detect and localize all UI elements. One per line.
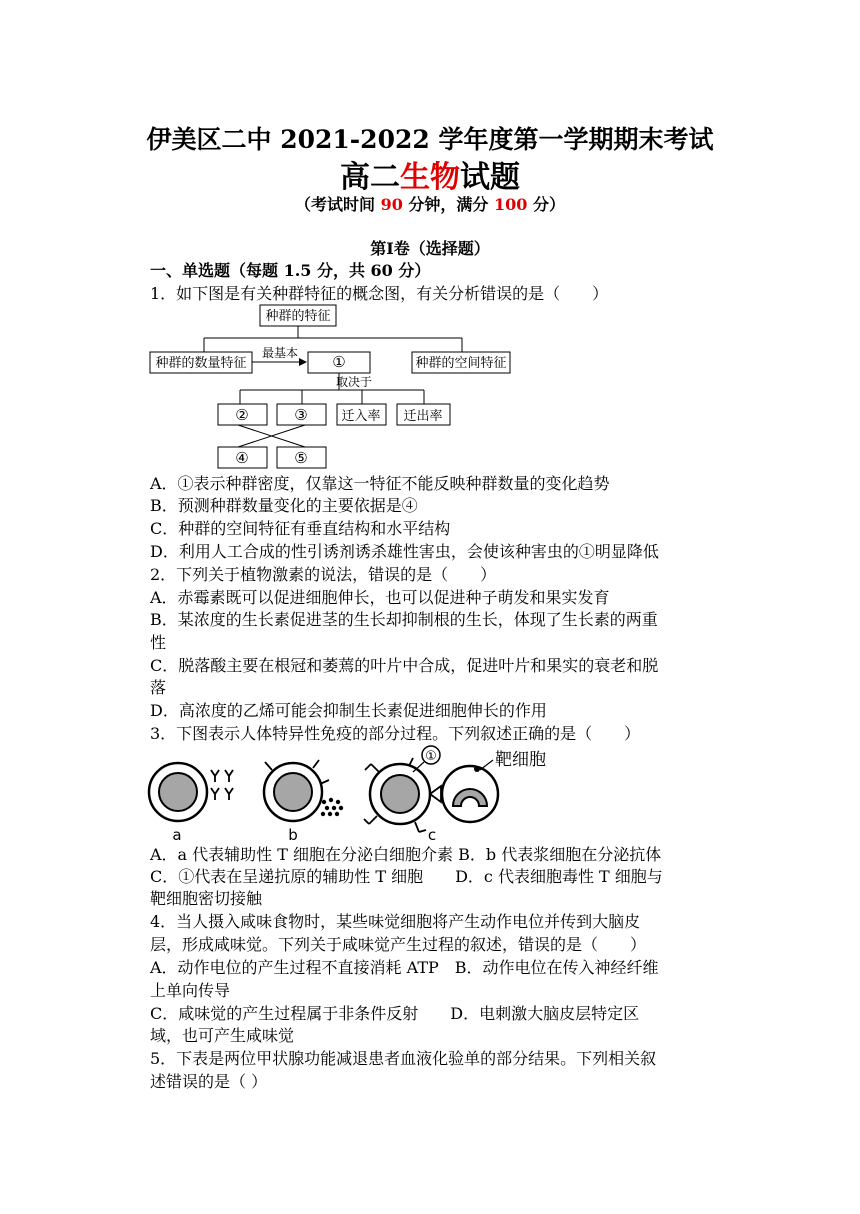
q4-options-ab: A．动作电位的产生过程不直接消耗 ATP B．动作电位在传入神经纤维 bbox=[150, 958, 659, 977]
exam-subject-title bbox=[0, 152, 860, 196]
q3-option-d-cont: 靶细胞密切接触 bbox=[150, 889, 263, 908]
concept-immigration: 迁入率 bbox=[341, 409, 381, 424]
exam-info-text: 分） bbox=[527, 195, 565, 214]
concept-1: ① bbox=[332, 353, 346, 371]
q2-option-a: A．赤霉素既可以促进细胞伸长，也可以促进种子萌发和果实发育 bbox=[150, 588, 610, 607]
figure-label-c: c bbox=[427, 826, 437, 842]
q2-option-b-cont: 性 bbox=[150, 633, 167, 652]
concept-arrow-label: 最基本 bbox=[261, 346, 299, 360]
exam-score: 100 bbox=[494, 195, 528, 214]
section-heading: 一、单选题（每题 1.5 分，共 60 分） bbox=[150, 261, 431, 280]
exam-time: 90 bbox=[380, 195, 403, 214]
exam-info-text: 分钟，满分 bbox=[402, 195, 494, 214]
figure-label-b: b bbox=[288, 826, 298, 842]
concept-4: ④ bbox=[235, 449, 249, 467]
q2-option-b: B．某浓度的生长素促进茎的生长却抑制根的生长，体现了生长素的两重 bbox=[150, 610, 658, 629]
q5-stem: 5．下表是两位甲状腺功能减退患者血液化验单的部分结果。下列相关叙 bbox=[150, 1049, 657, 1068]
q4-option-d-cont: 域，也可产生咸味觉 bbox=[150, 1026, 295, 1045]
q3-stem: 3．下图表示人体特异性免疫的部分过程。下列叙述正确的是（ ） bbox=[150, 724, 641, 743]
q5-stem-cont: 述错误的是（ ） bbox=[150, 1072, 268, 1091]
q4-option-b-cont: 上单向传导 bbox=[150, 981, 231, 1000]
subject-suffix: 试题 bbox=[460, 160, 520, 195]
subject-prefix: 高二 bbox=[340, 160, 400, 195]
q1-option-a: A．①表示种群密度，仅靠这一特征不能反映种群数量的变化趋势 bbox=[150, 474, 610, 493]
q1-stem: 1．如下图是有关种群特征的概念图，有关分析错误的是（ ） bbox=[150, 284, 609, 303]
q2-option-d: D．高浓度的乙烯可能会抑制生长素促进细胞伸长的作用 bbox=[150, 701, 547, 720]
exam-info bbox=[0, 192, 860, 215]
volume-heading: 第Ⅰ卷（选择题） bbox=[370, 239, 490, 258]
concept-5: ⑤ bbox=[294, 449, 308, 467]
exam-info-text: （考试时间 bbox=[295, 195, 381, 214]
q3-options-ab: A．a 代表辅助性 T 细胞在分泌白细胞介素 B．b 代表浆细胞在分泌抗体 bbox=[150, 845, 662, 864]
concept-2: ② bbox=[235, 406, 249, 424]
exam-title: 伊美区二中 2021-2022 学年度第一学期期末考试 bbox=[146, 125, 714, 154]
q1-option-c: C．种群的空间特征有垂直结构和水平结构 bbox=[150, 519, 451, 538]
q1-concept-map bbox=[140, 300, 530, 475]
q2-stem: 2．下列关于植物激素的说法，错误的是（ ） bbox=[150, 565, 497, 584]
q2-option-c-cont: 落 bbox=[150, 678, 167, 697]
concept-depends-label: 取决于 bbox=[335, 375, 373, 389]
q1-option-b: B．预测种群数量变化的主要依据是④ bbox=[150, 496, 418, 515]
concept-emigration: 迁出率 bbox=[403, 409, 443, 424]
figure-label-1: ① bbox=[425, 749, 437, 764]
figure-target-cell-label: 靶细胞 bbox=[495, 750, 546, 770]
q2-option-c: C．脱落酸主要在根冠和萎蔫的叶片中合成，促进叶片和果实的衰老和脱 bbox=[150, 656, 659, 675]
subject-name: 生物 bbox=[400, 160, 460, 195]
concept-3: ③ bbox=[294, 406, 308, 424]
q3-options-cd: C．①代表在呈递抗原的辅助性 T 细胞 D．c 代表细胞毒性 T 细胞与 bbox=[150, 867, 663, 886]
figure-label-a: a bbox=[172, 826, 182, 842]
concept-spatial: 种群的空间特征 bbox=[415, 356, 507, 371]
q4-options-cd: C．咸味觉的产生过程属于非条件反射 D．电刺激大脑皮层特定区 bbox=[150, 1004, 640, 1023]
q4-stem-cont: 层，形成咸味觉。下列关于咸味觉产生过程的叙述，错误的是（ ） bbox=[150, 935, 647, 954]
q4-stem: 4．当人摄入咸味食物时，某些味觉细胞将产生动作电位并传到大脑皮 bbox=[150, 912, 641, 931]
q1-option-d: D．利用人工合成的性引诱剂诱杀雄性害虫，会使该种害虫的①明显降低 bbox=[150, 542, 659, 561]
concept-top: 种群的特征 bbox=[265, 309, 331, 324]
q3-immune-figure bbox=[145, 742, 565, 842]
concept-quantity: 种群的数量特征 bbox=[155, 356, 247, 371]
